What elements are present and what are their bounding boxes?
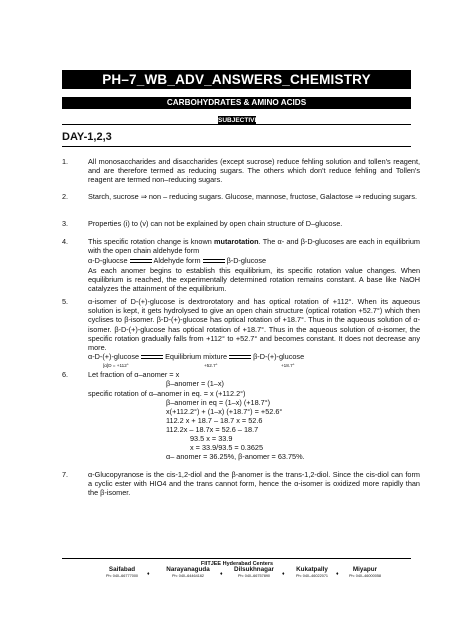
answer-text: As each anomer begins to establish this equilibrium, its specific rotation value changes. When equilibrium is reached, the experimentally determined rotation remains constant. A base like NaOH catalyzes the attainment of the equilibrium. [88, 266, 420, 294]
equilibrium-arrow-icon [229, 354, 251, 360]
calc-line: Let fraction of α–anomer = x [88, 370, 180, 379]
calc-line: 93.5 x = 33.9 [190, 434, 233, 443]
answer-text: All monosaccharides and disaccharides (except sucrose) reduce fehling solution and tollen's reagent, and are therefore termed as reducing sugars. The others which don't reduce fehling and Tollen's reagent are termed non–reducing sugars. [88, 157, 420, 185]
answer-number: 4. [62, 237, 69, 246]
answer-text: α-isomer of D-(+)-glucose is dextrorotatory and has optical rotation of +112°. When its aqueous solution is kept, it gets hydrolysed to give an open chain structure (optical rotation +52.7°) which then cyclises to β-isomer. β-D-(+)-glucose has optical rotation of +18.7°. Thus in the aqueous solution of α-isomer. β-D-(+)-glucose has optical rotation of +18.7°. Thus in the aqueous solution of α-isomer, the specific rotation gradually falls from +112° to +52.7° and becomes constant. It does not decrease any more. [88, 297, 420, 353]
separator-icon: ♦ [147, 571, 150, 577]
answer-number: 2. [62, 192, 69, 201]
calc-line: specific rotation of α–anomer in eq. = x (+112.2°) [88, 389, 246, 398]
equilibrium-arrow-icon [141, 354, 163, 360]
branch-narayanaguda: Narayanaguda Ph: 040–64464162 [166, 566, 210, 578]
answer-text: Starch, sucrose ⇒ non – reducing sugars. Glucose, mannose, fructose, Galactose ⇒ reducing sugars. [88, 192, 417, 201]
answer-text: This specific rotation change is known mutarotation. The α- and β-D-glucoses are each in equilibrium with the open chain aldehyde form [88, 237, 420, 256]
separator-icon: ♦ [220, 571, 223, 577]
equilibrium-equation-4: α-D-gluocse Aldehyde form β-D-glucose [88, 256, 267, 265]
footer-heading: FIITJEE Hyderabad Centers [200, 561, 274, 567]
day-rule [62, 146, 411, 147]
separator-icon: ♦ [336, 571, 339, 577]
calc-line: β–anomer = (1–x) [166, 379, 224, 388]
term-mutarotation: mutarotation [214, 237, 259, 246]
branch-dilsukhnagar: Dilsukhnagar Ph: 040–66757890 [234, 566, 274, 578]
equilibrium-arrow-icon [203, 258, 225, 264]
rotation-label-mixture: +52.7° [204, 363, 218, 368]
calc-line: x = 33.9/93.5 = 0.3625 [190, 443, 264, 452]
answer-number: 1. [62, 157, 69, 166]
branch-kukatpally: Kukatpally Ph: 040–46022071 [295, 566, 329, 578]
calc-line: 112.2 x + 18.7 – 18.7 x = 52.6 [166, 416, 263, 425]
answer-text: Properties (i) to (v) can not be explained by open chain structure of D–glucose. [88, 219, 343, 228]
calc-line: 112.2x – 18.7x = 52.6 – 18.7 [166, 425, 259, 434]
rotation-label-alpha: [α]D = +112° [103, 363, 129, 368]
answer-number: 3. [62, 219, 69, 228]
calc-line: x(+112.2°) + (1–x) (+18.7°) = +52.6° [166, 407, 283, 416]
section-title: CARBOHYDRATES & AMINO ACIDS [62, 97, 411, 109]
footer-rule [62, 558, 411, 559]
calc-line: β–anomer in eq = (1–x) (+18.7°) [166, 398, 271, 407]
page-title: PH–7_WB_ADV_ANSWERS_CHEMISTRY [62, 70, 411, 89]
calc-line: α– anomer = 36.25%, β-anomer = 63.75%. [166, 452, 305, 461]
answer-number: 5. [62, 297, 69, 306]
rotation-label-beta: +18.7° [281, 363, 295, 368]
equilibrium-equation-5: α-D-(+)-glucose Equilibrium mixture β-D-(+)-glucose [88, 352, 305, 361]
equilibrium-arrow-icon [130, 258, 152, 264]
branch-saifabad: Saifabad Ph: 040–66777000 [105, 566, 139, 578]
day-heading: DAY-1,2,3 [62, 131, 112, 143]
subsection-title: SUBJECTIVE [218, 117, 259, 124]
separator-icon: ♦ [282, 571, 285, 577]
branch-miyapur: Miyapur Ph: 040–46000058 [348, 566, 382, 578]
answer-number: 6. [62, 370, 69, 379]
answer-number: 7. [62, 470, 69, 479]
subsection-rule [62, 124, 411, 125]
answer-text: α-Glucopyranose is the cis-1,2-diol and the β-anomer is the trans-1,2-diol. Since the cis-diol can form a cyclic ester with HIO4 and the trans cannot form, hence the α-isomer is oxidized more rapidly than the β-isomer. [88, 470, 420, 498]
